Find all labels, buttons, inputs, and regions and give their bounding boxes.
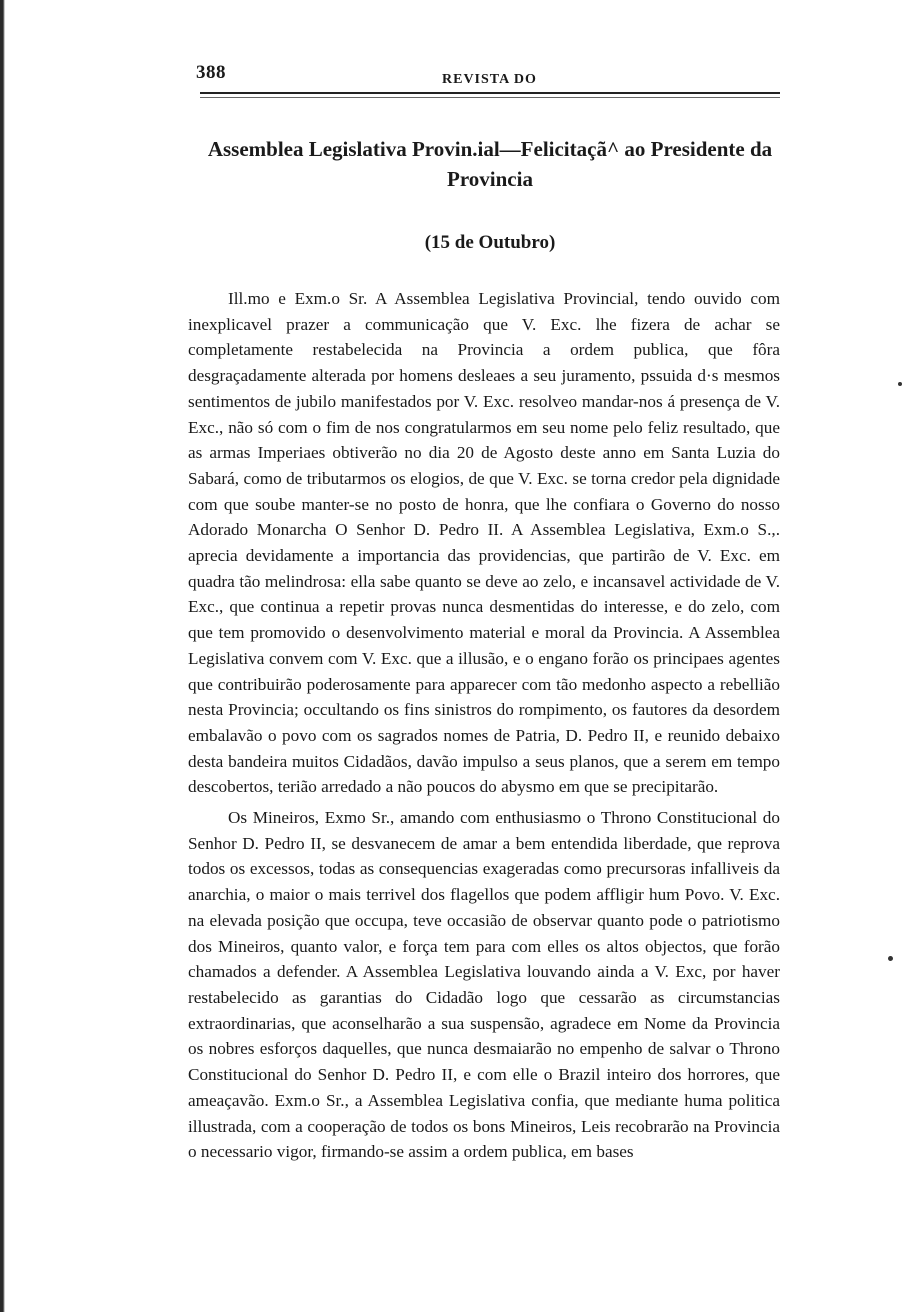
page-edge-shadow xyxy=(0,0,5,1312)
paragraph: Os Mineiros, Exmo Sr., amando com enthusiasmo o Throno Constitucional do Senhor D. Pedro II, se desvanecem de amar a bem entendida liberdade, que reprova todos os excessos, todas as consequencias exageradas como precursoras infalliveis da anarchia, o maior o mais terrivel dos flagellos que podem affligir hum Povo. V. Exc. na elevada posição que occupa, teve occasião de observar quanto pode o patriotismo dos Mineiros, quanto valor, e força tem para com elles os altos objectos, que forão chamados a defender. A Assemblea Legislativa louvando ainda a V. Exc, por haver restabelecido as garantias do Cidadão logo que cessarão as circumstancias extraordinarias, que aconselharão a sua suspensão, agradece em Nome da Provincia os nobres esforços daquelles, que nunca desmaiarão no empenho de salvar o Throno Constitucional do Senhor D. Pedro II, e com elle o Brazil inteiro dos horrores, que ameaçavão. Exm.o Sr., a Assemblea Legislativa confia, que mediante huma politica illustrada, com a cooperação de todos os bons Mineiros, Leis recobrarão na Provincia o necessario vigor, firmando-se assim a ordem publica, em bases xyxy=(188,808,780,1162)
paragraph: Ill.mo e Exm.o Sr. A Assemblea Legislativa Provincial, tendo ouvido com inexplicavel prazer a communicação que V. Exc. lhe fizera de achar se completamente restabelecida na Provincia a ordem publica, que fôra desgraçadamente alterada por homens desleaes a seu juramento, pssuida d·s mesmos sentimentos de jubilo manifestados por V. Exc. resolveo mandar-nos á presença de V. Exc., não só com o fim de nos congratularmos em seu nome pelo feliz resultado, que as armas Imperiaes obtiverão no dia 20 de Agosto deste anno em Santa Luzia do Sabará, como de tributarmos os elogios, de que V. Exc. se torna credor pela dignidade com que soube manter-se no posto de honra, que lhe confiara o Governo do nosso Adorado Monarcha O Senhor D. Pedro II. A Assemblea Legislativa, Exm.o S.,. aprecia devidamente a importancia das providencias, que partirão de V. Exc. em quadra tão melindrosa: ella sabe quanto se deve ao zelo, e incansavel actividade de V. Exc., que continua a repetir provas nunca desmentidas do interesse, e do zelo, com que tem promovido o desenvolvimento material e moral da Provincia. A Assemblea Legislativa convem com V. Exc. que a illusão, e o engano forão os principaes agentes que contribuirão poderosamente para apparecer com tão medonho aspecto a rebellião nesta Provincia; occultando os fins sinistros do rompimento, os fautores da desordem embalavão o povo com os sagrados nomes de Patria, D. Pedro II, e reunido debaixo desta bandeira muitos Cidadãos, davão impulso a seus planos, que a serem em tempo descobertos, terião arredado a não poucos do abysmo em que se precipitarão. xyxy=(188,289,780,797)
article-title: Assemblea Legislativa Provin.ial—Felicitaçã^ ao Presidente da Provincia xyxy=(207,137,773,191)
running-title: REVISTA DO xyxy=(442,72,537,87)
ink-speck xyxy=(888,956,893,961)
article-body xyxy=(188,286,780,1170)
page-number: 388 xyxy=(196,62,226,83)
article-date: (15 de Outubro) xyxy=(424,232,556,253)
page-header xyxy=(196,60,780,92)
ink-speck xyxy=(898,382,902,386)
header-rule xyxy=(200,92,780,98)
